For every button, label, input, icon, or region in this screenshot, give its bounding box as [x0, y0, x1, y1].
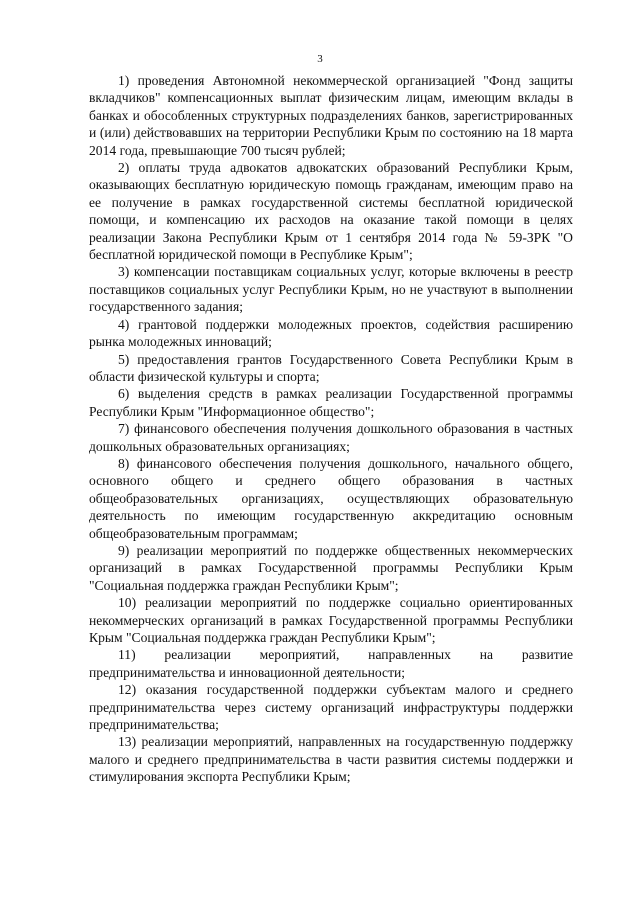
list-item-11: 11) реализации мероприятий, направленных на развитие предпринимательства и инновационной деятельности;	[89, 647, 573, 680]
list-item-9: 9) реализации мероприятий по поддержке общественных некоммерческих организаций в рамках Государственной программы Республики Крым "Социальная поддержка граждан Республики Крым";	[89, 542, 573, 593]
document-body	[89, 72, 573, 786]
list-item-3: 3) компенсации поставщикам социальных услуг, которые включены в реестр поставщиков социальных услуг Республики Крым, но не участвуют в выполнении государственного задания;	[89, 264, 573, 315]
list-item-2: 2) оплаты труда адвокатов адвокатских образований Республики Крым, оказывающих бесплатную юридическую помощь гражданам, имеющим право на ее получение в рамках государственной системы бесплатной юридической помощи, и компенсацию их расходов на оказание такой помощи в целях реализации Закона Республики Крым от 1 сентября 2014 года № 59-ЗРК "О бесплатной юридической помощи в Республике Крым";	[89, 160, 573, 263]
list-item-7: 7) финансового обеспечения получения дошкольного образования в частных дошкольных образовательных организациях;	[89, 421, 573, 454]
list-item-4: 4) грантовой поддержки молодежных проектов, содействия расширению рынка молодежных инноваций;	[89, 316, 573, 350]
list-item-12: 12) оказания государственной поддержки субъектам малого и среднего предпринимательства через систему организаций инфраструктуры поддержки предпринимательства;	[89, 682, 573, 733]
list-item-1: 1) проведения Автономной некоммерческой организацией "Фонд защиты вкладчиков" компенсационных выплат физическим лицам, имеющим вклады в банках и обособленных структурных подразделениях банков, зарегистрированных и (или) действовавших на территории Республики Крым по состоянию на 18 марта 2014 года, превышающие 700 тысяч рублей;	[89, 73, 573, 158]
list-item-5: 5) предоставления грантов Государственного Совета Республики Крым в области физической культуры и спорта;	[89, 351, 573, 384]
list-item-10: 10) реализации мероприятий по поддержке социально ориентированных некоммерческих организаций в рамках Государственной программы Республики Крым "Социальная поддержка граждан Республики Крым";	[89, 595, 573, 645]
list-item-13: 13) реализации мероприятий, направленных на государственную поддержку малого и среднего предпринимательства в части развития системы поддержки и стимулирования экспорта Республики Крым;	[89, 734, 573, 785]
list-item-6: 6) выделения средств в рамках реализации Государственной программы Республики Крым "Информационное общество";	[89, 386, 573, 419]
list-item-8: 8) финансового обеспечения получения дошкольного, начального общего, основного общего и среднего общего образования в частных общеобразовательных организациях, осуществляющих образовательную деятельность по имеющим государственную аккредитацию основным общеобразовательным программам;	[89, 455, 573, 541]
page-number: 3	[317, 53, 323, 65]
